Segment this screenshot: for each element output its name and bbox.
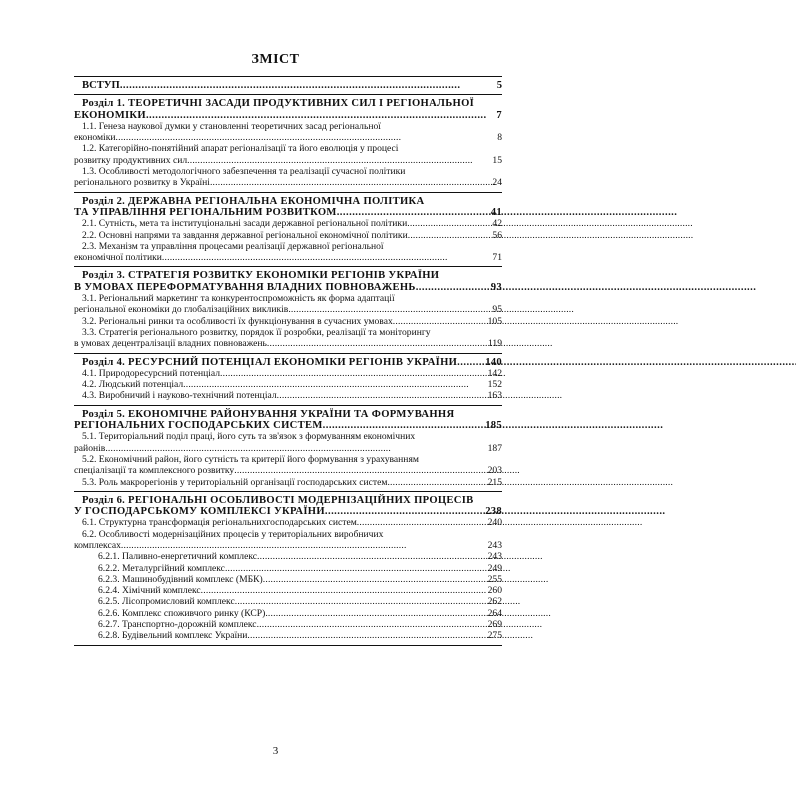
toc-entry-6-2-6: 6.2.6. Комплекс споживчого ринку (КСР) . . . 264	[74, 608, 502, 619]
toc-section-1-title: Розділ 1. ТЕОРЕТИЧНІ ЗАСАДИ ПРОДУКТИВНИХ СИЛ І РЕГІОНАЛЬНОЇ	[82, 98, 475, 110]
toc-section-1: ЕКОНОМІКИ . . . 7	[74, 110, 502, 121]
divider	[74, 645, 502, 646]
toc-entry-5-1: районів . . . 187	[74, 443, 502, 454]
divider	[74, 405, 502, 406]
toc-entry-6-1: 6.1. Структурна трансформація регіональнихгосподарських систем . . . 240	[74, 517, 502, 528]
toc-entry-3-2: 3.2. Регіональні ринки та особливості їх функціонування в сучасних умовах . . . 105	[74, 316, 502, 327]
toc-entry-6-2-1: 6.2.1. Паливно-енергетичний комплекс . . . 243	[74, 551, 502, 562]
toc-entry-6-2-8: 6.2.8. Будівельний комплекс України . . . 275	[74, 630, 502, 641]
toc-entry-2-2: 2.2. Основні напрями та завдання державної регіональної економічної політики . . . 56	[74, 230, 502, 241]
toc-section-4: Розділ 4. РЕСУРСНИЙ ПОТЕНЦІАЛ ЕКОНОМІКИ РЕГІОНІВ УКРАЇНИ . . . 140	[74, 357, 502, 368]
toc-entry-1-3-title: 1.3. Особливості методологічного забезпечення та реалізації сучасної політики	[82, 166, 406, 178]
divider	[74, 491, 502, 492]
toc-entry-2-1: 2.1. Сутність, мета та інституціональні засади державної регіональної політики . . . 42	[74, 218, 502, 229]
toc-entry-2-3-title: 2.3. Механізм та управління процесами реалізації державної регіональної	[82, 240, 384, 252]
toc-entry-1-2-title: 1.2. Категорійно-понятійний апарат регіоналізації та його еволюція у процесі	[82, 143, 399, 155]
toc-section-2-title: Розділ 2. ДЕРЖАВНА РЕГІОНАЛЬНА ЕКОНОМІЧНА ПОЛІТИКА	[82, 195, 425, 207]
toc-entry-1-2: розвитку продуктивних сил . . . 15	[74, 155, 502, 166]
toc-entry-5-1-title: 5.1. Територіальний поділ праці, його суть та зв'язок з формуванням економічних	[82, 431, 416, 443]
toc-section-6: У ГОСПОДАРСЬКОМУ КОМПЛЕКСІ УКРАЇНИ . . . 238	[74, 506, 502, 517]
toc-entry-6-2-7: 6.2.7. Транспортно-дорожній комплекс . . . 269	[74, 619, 502, 630]
toc-section-2: ТА УПРАВЛІННЯ РЕГІОНАЛЬНИМ РОЗВИТКОМ . . . 41	[74, 207, 502, 218]
toc-entry-6-2-4: 6.2.4. Хімічний комплекс . . . 260	[74, 585, 502, 596]
toc-entry-5-2: спеціалізації та комплексного розвитку . . . 203	[74, 465, 502, 476]
divider	[74, 353, 502, 354]
toc-entry-1-1: економіки . . . 8	[74, 132, 502, 143]
toc-section-5-title: Розділ 5. ЕКОНОМІЧНЕ РАЙОНУВАННЯ УКРАЇНИ ТА ФОРМУВАННЯ	[82, 408, 455, 420]
toc-entry-4-3: 4.3. Виробничий і науково-технічний потенціал . . . 163	[74, 390, 502, 401]
toc-entry-6-2: комплексах . . . 243	[74, 540, 502, 551]
divider	[74, 94, 502, 95]
toc-entry-6-2-5: 6.2.5. Лісопромисловий комплекс . . . 262	[74, 596, 502, 607]
divider	[74, 76, 502, 77]
toc-entry-3-1: регіональної економіки до глобалізаційних викликів . . . 95	[74, 304, 502, 315]
toc-section-6-title: Розділ 6. РЕГІОНАЛЬНІ ОСОБЛИВОСТІ МОДЕРНІЗАЦІЙНИХ ПРОЦЕСІВ	[82, 494, 474, 506]
divider	[74, 266, 502, 267]
toc-entry-6-2-title: 6.2. Особливості модернізаційних процесів у територіальних виробничих	[82, 528, 384, 540]
toc-entry-5-3: 5.3. Роль макрорегіонів у територіальній організації господарських систем . . . 215	[74, 477, 502, 488]
toc-entry-5-2-title: 5.2. Економічний район, його сутність та критерії його формування з урахуванням	[82, 453, 419, 465]
divider	[74, 192, 502, 193]
toc-entry-6-2-2: 6.2.2. Металургійний комплекс . . . 249	[74, 563, 502, 574]
page-title: ЗМІСТ	[251, 52, 300, 67]
toc-entry-intro: ВСТУП . . . 5	[74, 80, 502, 91]
toc-entry-1-1-title: 1.1. Генеза наукової думки у становленні теоретичних засад регіональної	[82, 120, 381, 132]
toc-entry-4-1: 4.1. Природоресурсний потенціал . . . 142	[74, 368, 502, 379]
toc-entry-2-3: економічної політики . . . 71	[74, 252, 502, 263]
toc-section-3-title: Розділ 3. СТРАТЕГІЯ РОЗВИТКУ ЕКОНОМІКИ РЕГІОНІВ УКРАЇНИ	[82, 270, 440, 282]
toc-entry-3-3: в умовах децентралізації владних повноважень . . . 119	[74, 338, 502, 349]
toc-section-5: РЕГІОНАЛЬНИХ ГОСПОДАРСЬКИХ СИСТЕМ . . . 185	[74, 420, 502, 431]
toc-section-3: В УМОВАХ ПЕРЕФОРМАТУВАННЯ ВЛАДНИХ ПОВНОВАЖЕНЬ . . . 93	[74, 282, 502, 293]
page-number: 3	[272, 745, 279, 757]
toc-entry-1-3: регіонального розвитку в Україні . . . 24	[74, 177, 502, 188]
toc-entry-6-2-3: 6.2.3. Машинобудівний комплекс (МБК) . . . 255	[74, 574, 502, 585]
table-of-contents	[74, 73, 502, 649]
toc-entry-3-1-title: 3.1. Регіональний маркетинг та конкурентоспроможність як форма адаптації	[82, 293, 395, 305]
toc-entry-4-2: 4.2. Людський потенціал . . . 152	[74, 379, 502, 390]
toc-entry-3-3-title: 3.3. Стратегія регіонального розвитку, порядок її розробки, реалізації та моніторингу	[82, 326, 431, 338]
